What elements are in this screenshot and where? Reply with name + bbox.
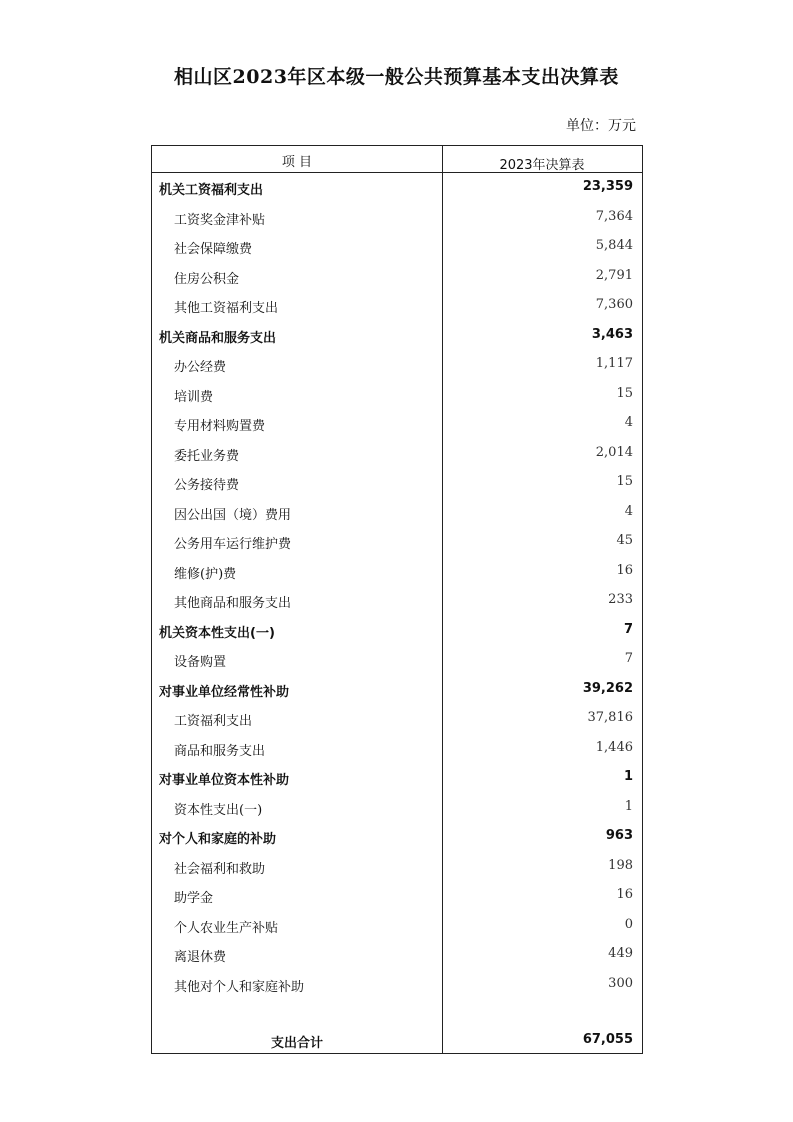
- item-name: 资本性支出(一): [174, 802, 263, 818]
- item-name: 工资福利支出: [174, 714, 253, 729]
- header-value: 2023年决算表: [499, 158, 585, 173]
- total-value: 67,055: [582, 1032, 633, 1047]
- table-row: [152, 380, 642, 410]
- table-row: [152, 498, 642, 528]
- item-value: 7,364: [595, 208, 633, 224]
- item-name: 公务接待费: [174, 478, 240, 493]
- table-row: [152, 704, 642, 734]
- item-value: 45: [616, 533, 633, 548]
- table-row: [152, 616, 642, 646]
- item-value: 2,791: [595, 267, 633, 283]
- item-name: 住房公积金: [174, 271, 240, 287]
- item-name: 离退休费: [174, 950, 227, 965]
- item-name: 办公经费: [174, 360, 227, 375]
- item-name: 培训费: [174, 389, 214, 405]
- item-value: 7,360: [595, 297, 633, 312]
- table-row: [152, 291, 642, 321]
- category-value: 963: [605, 828, 633, 843]
- table-row: [152, 527, 642, 557]
- item-name: 其他工资福利支出: [174, 301, 279, 316]
- item-value: 4: [624, 503, 633, 519]
- item-name: 工资奖金津补贴: [174, 212, 266, 228]
- table-row: [152, 970, 642, 1000]
- table-row: [152, 675, 642, 705]
- item-value: 15: [616, 474, 633, 489]
- category-value: 39,262: [582, 680, 633, 696]
- table-row: [152, 439, 642, 469]
- table-row: [152, 468, 642, 498]
- item-value: 15: [616, 385, 633, 401]
- category-value: 1: [623, 769, 633, 784]
- item-value: 37,816: [587, 710, 633, 725]
- item-name: 维修(护)费: [174, 566, 237, 582]
- item-name: 社会保障缴费: [174, 242, 253, 257]
- total-row: [152, 1030, 642, 1054]
- table-body: [152, 173, 642, 999]
- item-value: 2,014: [595, 444, 633, 460]
- table-row: [152, 940, 642, 970]
- table-row: [152, 409, 642, 439]
- table-row: [152, 645, 642, 675]
- category-value: 3,463: [591, 326, 633, 342]
- item-value: 0: [624, 916, 633, 932]
- item-value: 233: [608, 592, 633, 607]
- item-name: 其他对个人和家庭补助: [174, 979, 305, 995]
- item-value: 16: [616, 562, 633, 578]
- table-header: [152, 146, 642, 173]
- item-name: 设备购置: [174, 655, 227, 670]
- table-row: [152, 822, 642, 852]
- category-name: 机关工资福利支出: [159, 183, 264, 198]
- item-value: 198: [608, 857, 633, 873]
- item-value: 300: [608, 975, 633, 991]
- item-value: 1: [624, 798, 633, 814]
- item-value: 16: [616, 887, 633, 902]
- table-row: [152, 852, 642, 882]
- table-row: [152, 203, 642, 233]
- item-value: 1,117: [595, 356, 633, 371]
- category-value: 7: [623, 621, 633, 637]
- table-row: [152, 321, 642, 351]
- item-name: 其他商品和服务支出: [174, 596, 292, 611]
- table-row: [152, 881, 642, 911]
- item-value: 449: [608, 946, 633, 961]
- unit-label: 单位：万元: [566, 118, 636, 134]
- item-name: 社会福利和救助: [174, 861, 266, 877]
- page-title: 相山区2023年区本级一般公共预算基本支出决算表: [174, 66, 619, 88]
- table-row: [152, 557, 642, 587]
- table-row: [152, 350, 642, 380]
- table-row: [152, 763, 642, 793]
- item-value: 4: [624, 415, 633, 430]
- item-name: 因公出国（境）费用: [174, 507, 292, 523]
- item-value: 5,844: [595, 238, 633, 253]
- item-name: 委托业务费: [174, 448, 240, 464]
- table-row: [152, 173, 642, 203]
- category-value: 23,359: [582, 179, 633, 194]
- item-name: 助学金: [174, 891, 214, 906]
- category-name: 机关商品和服务支出: [159, 330, 277, 346]
- item-name: 专用材料购置费: [174, 419, 266, 434]
- item-value: 7: [624, 651, 633, 666]
- table-row: [152, 262, 642, 292]
- item-name: 商品和服务支出: [174, 743, 266, 759]
- item-value: 1,446: [595, 739, 633, 755]
- category-name: 对个人和家庭的补助: [159, 832, 277, 847]
- table-row: [152, 793, 642, 823]
- header-item: 项 目: [281, 155, 313, 170]
- table-row: [152, 911, 642, 941]
- category-name: 对事业单位经常性补助: [159, 684, 290, 700]
- category-name: 机关资本性支出(一): [159, 625, 275, 641]
- expenditure-table: [151, 145, 643, 1054]
- category-name: 对事业单位资本性补助: [159, 773, 290, 788]
- item-name: 个人农业生产补贴: [174, 920, 279, 936]
- item-name: 公务用车运行维护费: [174, 537, 292, 552]
- table-row: [152, 586, 642, 616]
- table-row: [152, 734, 642, 764]
- total-label: 支出合计: [270, 1036, 323, 1051]
- table-row: [152, 232, 642, 262]
